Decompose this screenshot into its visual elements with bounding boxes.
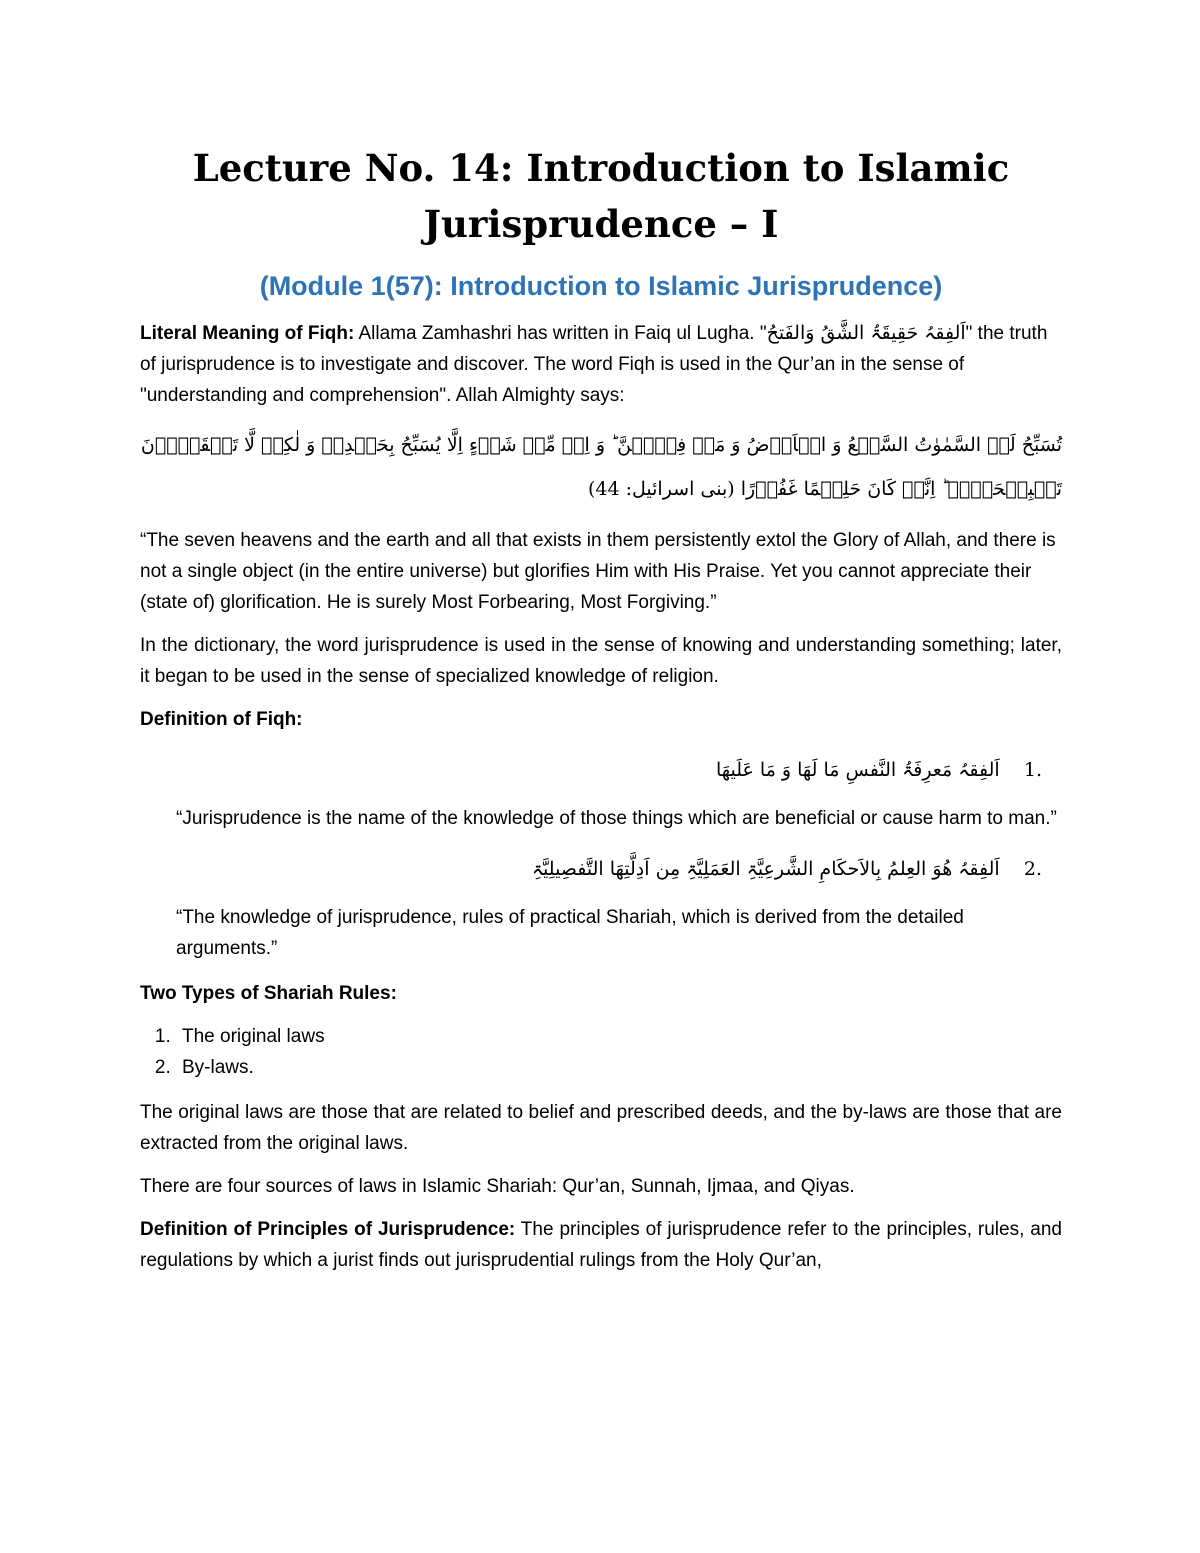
types-heading <box>140 978 1062 1009</box>
literal-meaning-paragraph <box>140 318 1062 411</box>
definition-2-translation: “The knowledge of jurisprudence, rules of practical Shariah, which is derived from the detailed arguments.” <box>176 907 964 959</box>
principles-label: Definition of Principles of Jurisprudence: <box>140 1219 516 1240</box>
title-line-1: Lecture No. 14: Introduction to Islamic <box>192 146 1010 190</box>
shariah-rule-types-list <box>140 1021 1062 1083</box>
definition-1-arabic <box>140 753 1042 787</box>
principles-paragraph <box>140 1214 1062 1276</box>
list-item: 2. By-laws. <box>176 1052 1062 1083</box>
definition-heading <box>140 704 1062 735</box>
verse-translation: “The seven heavens and the earth and all that exists in them persistently extol the Glory of Allah, and there is not a single object (in the entire universe) but glorifies Him with His Praise. Yet you cannot appreciate their (state of) glorification. He is surely Most Forbearing, Most Forgiving.” <box>140 530 1056 613</box>
literal-meaning-arabic: اَلفِقہُ حَقِیقَۃُ الشَّقُ وَالفَتحُ <box>766 322 966 344</box>
definition-1-translation: “Jurisprudence is the name of the knowledge of those things which are beneficial or cause harm to man.” <box>176 808 1057 829</box>
definition-1-number: .1 <box>1023 759 1042 781</box>
document-page <box>140 140 1062 1288</box>
definition-2-number: .2 <box>1023 858 1042 880</box>
definition-2-text: اَلفِقہُ ھُوَ العِلمُ بِالاَحکَامِ الشَّرعِیَّۃِ العَمَلِیَّۃِ مِن اَدِلَّتِھَا التَّفصِیلِیَّۃِ <box>531 858 1000 880</box>
types-heading-text: Two Types of Shariah Rules: <box>140 983 397 1004</box>
page-title <box>140 140 1062 252</box>
literal-meaning-label: Literal Meaning of Fiqh: <box>140 323 355 344</box>
definition-2-arabic <box>140 852 1042 886</box>
list-item: 1. The original laws <box>176 1021 1062 1052</box>
original-laws-paragraph: The original laws are those that are related to belief and prescribed deeds, and the by-laws are those that are extracted from the original laws. <box>140 1102 1062 1154</box>
sources-paragraph: There are four sources of laws in Islamic Shariah: Qur’an, Sunnah, Ijmaa, and Qiyas. <box>140 1176 855 1197</box>
definition-heading-text: Definition of Fiqh: <box>140 709 303 730</box>
module-subtitle: (Module 1(57): Introduction to Islamic Jurisprudence) <box>259 271 943 301</box>
dictionary-paragraph: In the dictionary, the word jurisprudence is used in the sense of knowing and understanding something; later, it began to be used in the sense of specialized knowledge of religion. <box>140 635 1062 687</box>
definition-1-text: اَلفِقہُ مَعرِفَۃُ النَّفسِ مَا لَھَا وَ مَا عَلَیھَا <box>715 759 1000 781</box>
literal-meaning-text-2: " the truth of jurisprudence is to investigate and discover. The word Fiqh is used in the Qur’an in the sense of "understanding and comprehension". Allah Almighty says: <box>140 323 1048 406</box>
title-line-2: Jurisprudence – I <box>423 202 779 246</box>
literal-meaning-text: Allama Zamhashri has written in Faiq ul Lugha. " <box>354 323 767 344</box>
quran-verse-arabic: تُسَبِّحُ لَہُ السَّمٰوٰتُ السَّبۡعُ وَ الۡاَرۡضُ وَ مَنۡ فِیۡہِنَّ ؕ وَ اِنۡ مِّنۡ شَیۡءٍ اِلَّا یُسَبِّحُ بِحَمۡدِہٖ وَ لٰکِنۡ لَّا تَفۡقَہُوۡنَ تَسۡبِیۡحَہُمۡ ؕ اِنَّہٗ کَانَ حَلِیۡمًا غَفُوۡرًا (بنی اسرائیل: 44) <box>140 434 1062 500</box>
principles-text: The principles of jurisprudence refer to the principles, rules, and regulations by which a jurist finds out jurisprudential rulings from the Holy Qur’an, <box>140 1219 1062 1271</box>
